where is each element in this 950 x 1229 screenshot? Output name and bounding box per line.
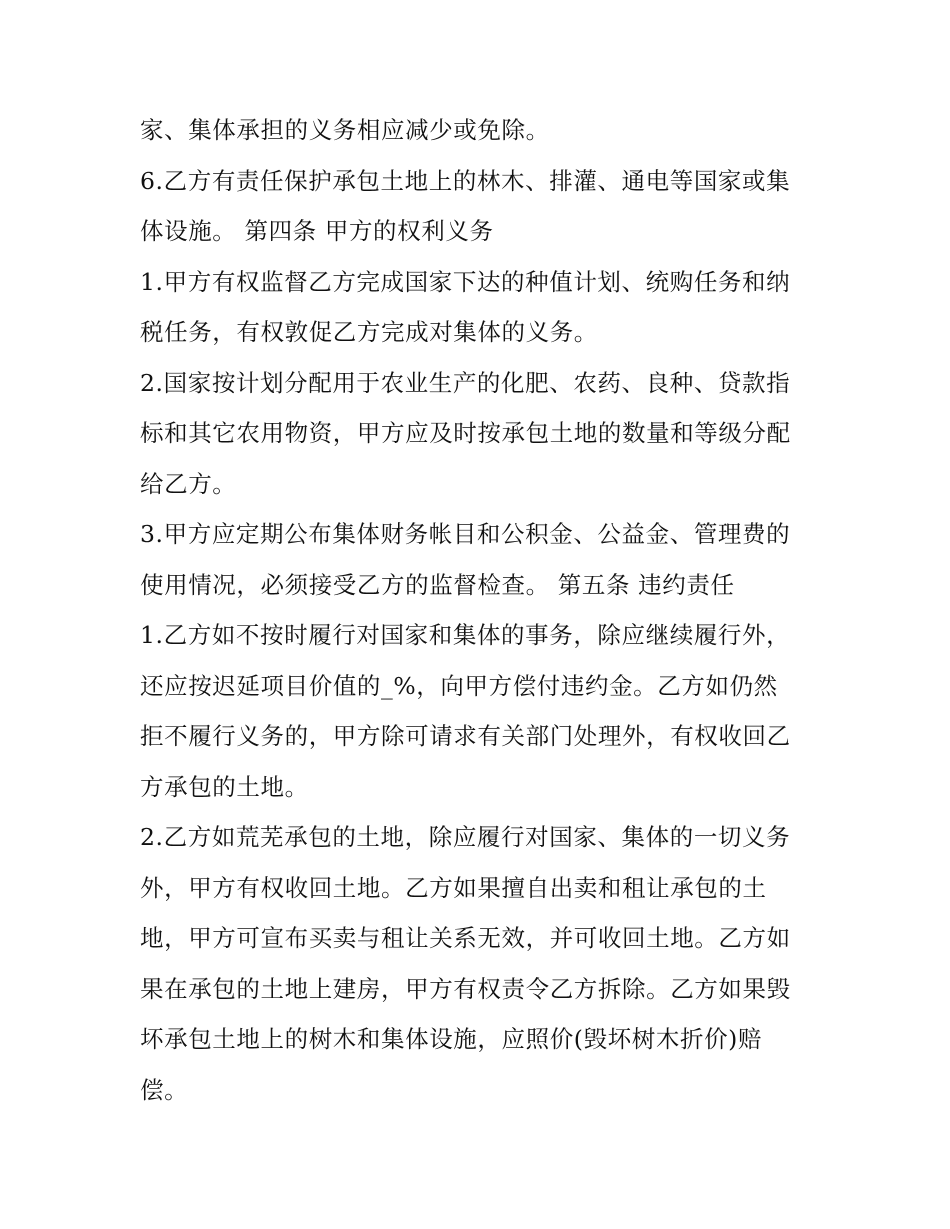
text-line: 使用情况，必须接受乙方的监督检查。 第五条 违约责任 xyxy=(140,570,735,599)
text-line: 3.甲方应定期公布集体财务帐目和公积金、公益金、管理费的 xyxy=(140,520,791,548)
text-line: 方承包的土地。 xyxy=(140,772,309,801)
text-line: 1.甲方有权监督乙方完成国家下达的种值计划、统购任务和纳 xyxy=(140,267,791,296)
text-line: 给乙方。 xyxy=(140,469,237,498)
text-line: 外，甲方有权收回土地。乙方如果擅自出卖和租让承包的土 xyxy=(140,873,767,902)
text-line: 体设施。 第四条 甲方的权利义务 xyxy=(140,217,494,245)
text-line: 标和其它农用物资，甲方应及时按承包土地的数量和等级分配 xyxy=(140,419,791,447)
text-line: 税任务，有权敦促乙方完成对集体的义务。 xyxy=(140,318,598,346)
text-line: 1.乙方如不按时履行对国家和集体的事务，除应继续履行外， xyxy=(140,621,791,649)
text-line: 家、集体承担的义务相应减少或免除。 xyxy=(140,116,550,144)
text-line: 拒不履行义务的，甲方除可请求有关部门处理外，有权收回乙 xyxy=(140,722,791,750)
document-body xyxy=(140,105,820,1115)
text-line: 果在承包的土地上建房，甲方有权责令乙方拆除。乙方如果毁 xyxy=(140,974,791,1003)
text-line: 偿。 xyxy=(140,1075,189,1104)
text-line: 6.乙方有责任保护承包土地上的林木、排灌、通电等国家或集 xyxy=(140,166,791,195)
text-line: 还应按迟延项目价值的_%，向甲方偿付违约金。乙方如仍然 xyxy=(140,671,778,700)
text-line: 坏承包土地上的树木和集体设施，应照价(毁坏树木折价)赔 xyxy=(140,1025,763,1053)
text-line: 2.乙方如荒芜承包的土地，除应履行对国家、集体的一切义务 xyxy=(140,823,791,851)
text-line: 2.国家按计划分配用于农业生产的化肥、农药、良种、贷款指 xyxy=(140,368,791,397)
text-line: 地，甲方可宣布买卖与租让关系无效，并可收回土地。乙方如 xyxy=(140,924,791,952)
